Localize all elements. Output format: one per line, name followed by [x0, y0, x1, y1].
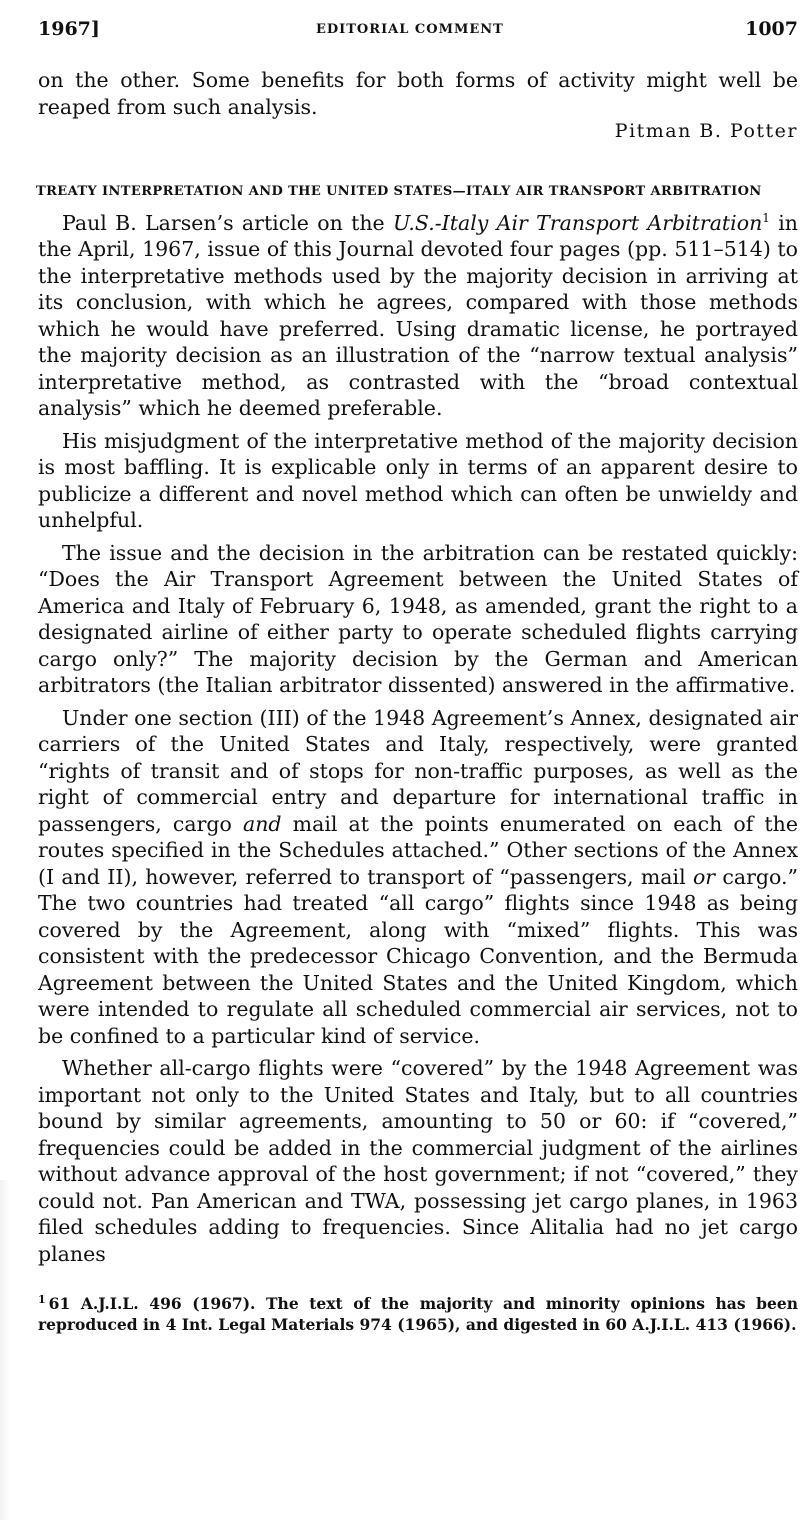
p1-text-a: Paul B. Larsen’s article on the: [62, 210, 393, 235]
paragraph-1: [38, 205, 798, 422]
header-page-number: 1007: [745, 18, 798, 40]
header-year: 1967]: [38, 18, 100, 40]
p1-footnote-ref: 1: [762, 211, 770, 225]
p4-text-b: mail at the points enumerated on each of the routes specified in the Schedules attached.” Other sections of the Annex (I and II), however, referred to transport of “passengers, mail: [38, 811, 798, 889]
p1-text-b: in the April, 1967, issue of this Journal devoted four pages (pp. 511–514) to the interpretative methods used by the majority decision in arriving at its conclusion, with which he agrees, compared with those methods which he would have preferred. Using dramatic license, he portrayed the majority decision as an illustration of the “narrow textual analysis” interpretative method, as contrasted with the “broad contextual analysis” which he deemed preferable.: [38, 210, 799, 421]
paragraph-4: [38, 705, 798, 1050]
footnote-mark: 1: [38, 1293, 46, 1307]
scan-edge-shadow: [0, 1180, 10, 1520]
header-section: EDITORIAL COMMENT: [316, 22, 504, 37]
footnote-1: [38, 1289, 798, 1335]
p1-article-title: U.S.-Italy Air Transport Arbitration: [392, 210, 763, 235]
p4-text-a: Under one section (III) of the 1948 Agreement’s Annex, designated air carriers of the United States and Italy, respectively, were granted “rights of transit and of stops for non-traffic purposes, as well as the right of commercial entry and departure for international traffic in passengers, cargo: [38, 705, 798, 836]
section-title: TREATY INTERPRETATION AND THE UNITED STATES—ITALY AIR TRANSPORT ARBITRATION: [36, 184, 762, 199]
paragraph-5: Whether all-cargo flights were “covered” by the 1948 Agreement was important not only to the United States and Italy, but to all countries bound by similar agreements, amounting to 50 or 60: if “covered,” frequencies could be added in the commercial judgment of the airlines without advance approval of the host government; if not “covered,” they could not. Pan American and TWA, possessing jet cargo planes, in 1963 filed schedules adding to frequencies. Since Alitalia had no jet cargo planes: [38, 1056, 798, 1266]
running-header: [38, 0, 798, 50]
p4-italic-and: and: [243, 811, 282, 836]
paragraph-3: The issue and the decision in the arbitration can be restated quickly: “Does the Air Transport Agreement between the United States of America and Italy of February 6, 1948, as amended, grant the right to a designated airline of either party to operate scheduled flights carrying cargo only?” The majority decision by the German and American arbitrators (the Italian arbitrator dissented) answered in the affirmative.: [38, 540, 798, 698]
paragraph-2: His misjudgment of the interpretative method of the majority decision is most baffling. It is explicable only in terms of an apparent desire to publicize a different and novel method which can often be unwieldy and unhelpful.: [38, 428, 798, 533]
p4-text-c: cargo.” The two countries had treated “all cargo” flights since 1948 as being covered by the Agreement, along with “mixed” flights. This was consistent with the predecessor Chicago Convention, and the Bermuda Agreement between the United States and the United Kingdom, which were intended to regulate all scheduled commercial air services, not to be confined to a particular kind of service.: [38, 864, 798, 1048]
intro-paragraph: on the other. Some benefits for both forms of activity might well be reaped from such analysis.: [38, 68, 798, 119]
footnote-text: 61 A.J.I.L. 496 (1967). The text of the majority and minority opinions has been reproduced in 4 Int. Legal Materials 974 (1965), and digested in 60 A.J.I.L. 413 (1966).: [38, 1294, 798, 1335]
journal-page: [38, 0, 798, 1335]
author-signature: Pitman B. Potter: [614, 120, 798, 142]
p4-italic-or: or: [692, 864, 716, 889]
